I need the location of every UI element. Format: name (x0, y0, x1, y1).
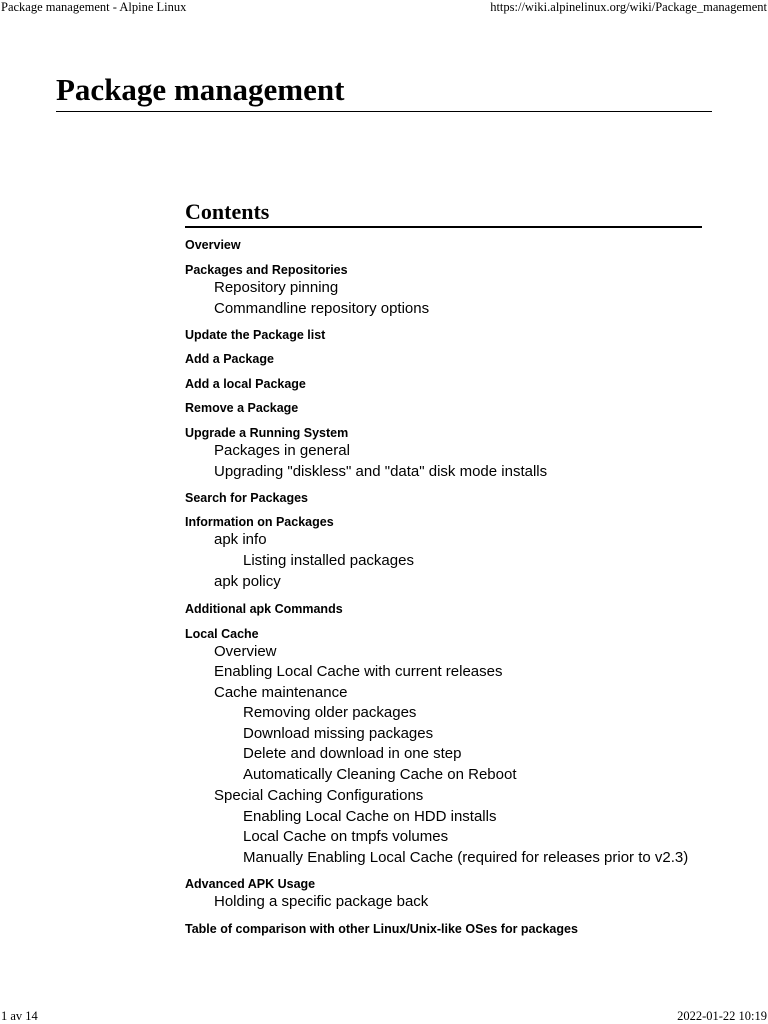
print-header-title: Package management - Alpine Linux (1, 0, 187, 14)
toc-link-remove-package[interactable]: Remove a Package (185, 401, 299, 415)
toc-link-packages-in-general[interactable]: Packages in general (214, 442, 350, 459)
toc-link-comparison-table[interactable]: Table of comparison with other Linux/Unix-like OSes for packages (185, 921, 578, 936)
toc-link-auto-cleaning-cache[interactable]: Automatically Cleaning Cache on Reboot (243, 765, 517, 783)
toc-link-upgrade-running-system[interactable]: Upgrade a Running System (185, 426, 349, 440)
toc-link-removing-older-packages[interactable]: Removing older packages (243, 704, 417, 721)
toc-link-apk-info[interactable]: apk info (214, 531, 267, 548)
toc-link-commandline-repository-options[interactable]: Commandline repository options (214, 299, 430, 317)
toc-link-packages-and-repositories[interactable]: Packages and Repositories (185, 263, 348, 277)
toc-title: Contents (185, 198, 702, 228)
toc-link-local-cache-tmpfs[interactable]: Local Cache on tmpfs volumes (243, 828, 449, 845)
toc-link-manually-enabling-local-cache[interactable]: Manually Enabling Local Cache (required for releases prior to v2.3) (243, 848, 689, 866)
toc-list (185, 238, 702, 937)
toc-link-delete-and-download[interactable]: Delete and download in one step (243, 745, 462, 762)
toc-link-overview[interactable]: Overview (185, 238, 241, 252)
toc-link-special-caching-configurations[interactable]: Special Caching Configurations (214, 787, 424, 804)
table-of-contents (185, 198, 702, 937)
toc-link-local-cache[interactable]: Local Cache (185, 626, 259, 641)
print-footer-page-number: 1 av 14 (1, 1009, 38, 1023)
toc-link-update-package-list[interactable]: Update the Package list (185, 328, 326, 342)
toc-link-enabling-local-cache-current[interactable]: Enabling Local Cache with current releases (214, 663, 503, 680)
toc-link-repository-pinning[interactable]: Repository pinning (214, 279, 339, 296)
toc-link-listing-installed-packages[interactable]: Listing installed packages (243, 551, 414, 569)
toc-link-information-on-packages[interactable]: Information on Packages (185, 515, 334, 529)
toc-link-search-for-packages[interactable]: Search for Packages (185, 491, 308, 505)
toc-link-cache-maintenance[interactable]: Cache maintenance (214, 683, 348, 701)
toc-link-advanced-apk-usage[interactable]: Advanced APK Usage (185, 877, 316, 891)
toc-link-add-local-package[interactable]: Add a local Package (185, 377, 306, 391)
toc-link-holding-package-back[interactable]: Holding a specific package back (214, 893, 429, 910)
toc-link-local-cache-overview[interactable]: Overview (214, 642, 277, 660)
title-divider (56, 111, 712, 112)
print-footer-timestamp: 2022-01-22 10:19 (677, 1009, 767, 1023)
page-title: Package management (56, 72, 345, 107)
toc-link-local-cache-hdd[interactable]: Enabling Local Cache on HDD installs (243, 807, 497, 825)
toc-link-add-package[interactable]: Add a Package (185, 352, 274, 366)
toc-link-apk-policy[interactable]: apk policy (214, 573, 281, 590)
toc-link-download-missing-packages[interactable]: Download missing packages (243, 724, 434, 742)
print-header-url: https://wiki.alpinelinux.org/wiki/Package_management (490, 0, 767, 14)
toc-link-additional-apk-commands[interactable]: Additional apk Commands (185, 601, 343, 616)
toc-link-upgrading-diskless-data[interactable]: Upgrading "diskless" and "data" disk mode installs (214, 462, 548, 480)
